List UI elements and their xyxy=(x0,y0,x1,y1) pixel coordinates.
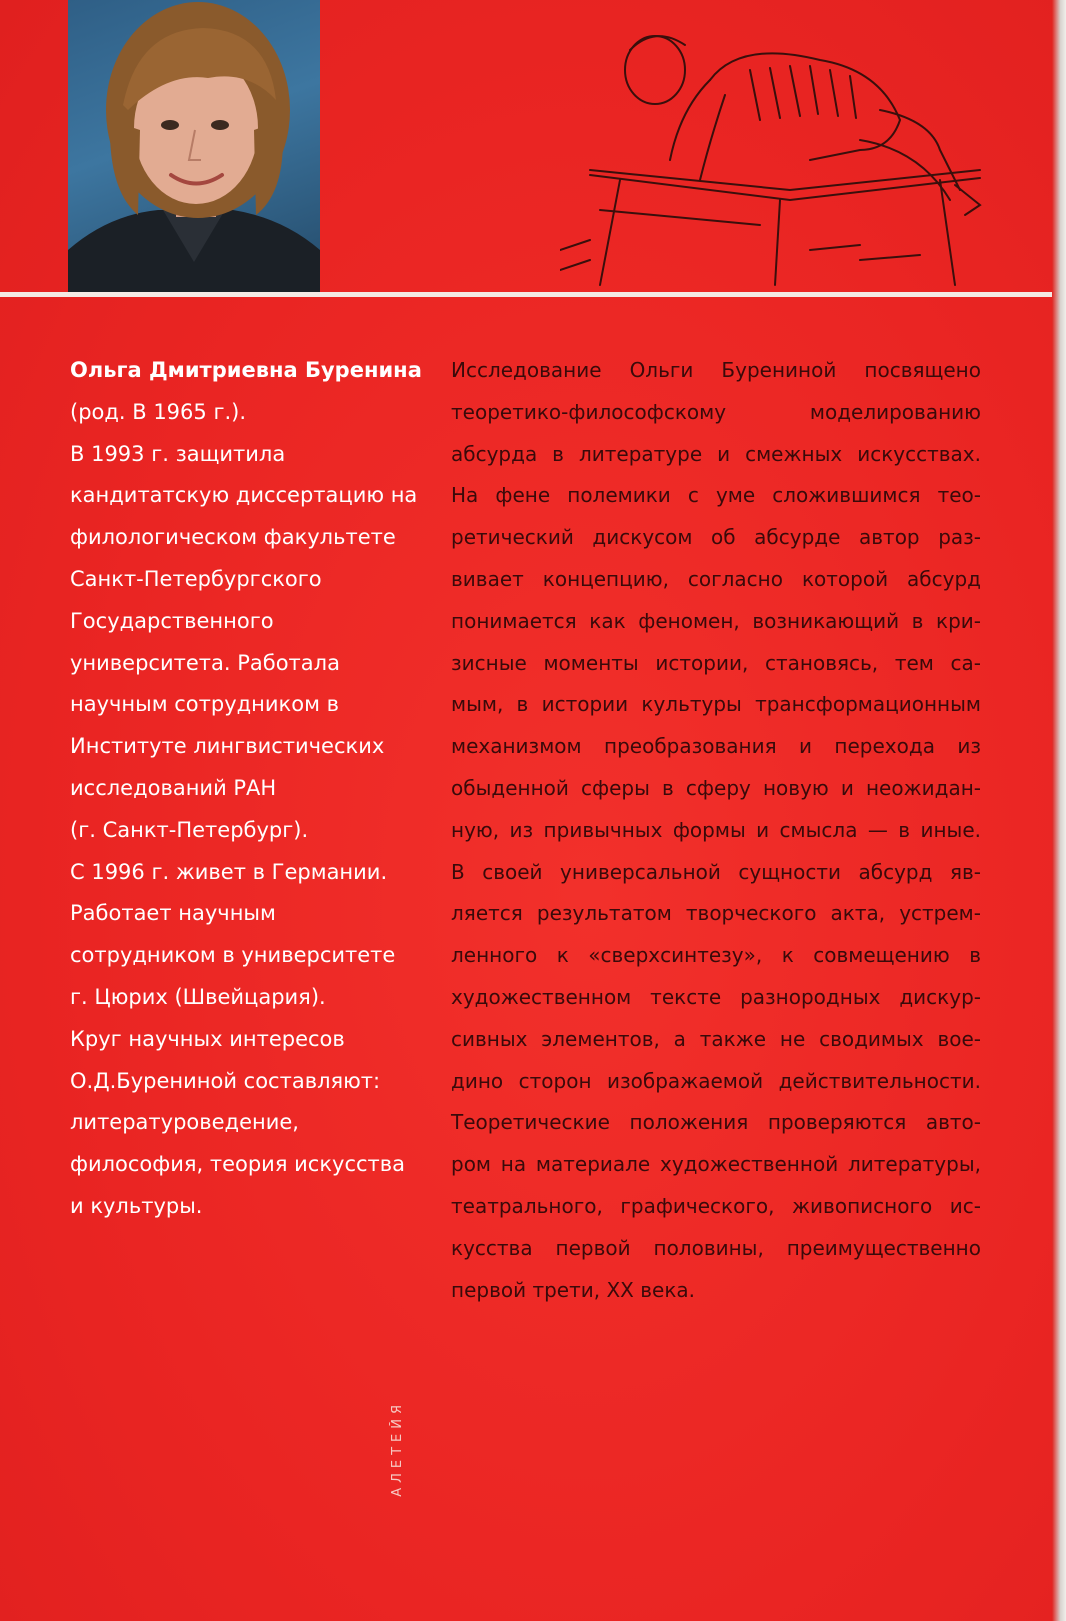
description-line: ляется результатом творческого акта, устрем- xyxy=(451,901,981,926)
description-line: Исследование Ольги Бурениной посвящено xyxy=(451,358,981,382)
description-line: ную, из привычных формы и смысла — в иные. xyxy=(451,817,981,842)
description-line: В своей универсальной сущности абсурд яв- xyxy=(451,859,981,884)
bio-line: сотрудником в университете xyxy=(70,943,396,968)
author-bio xyxy=(70,350,420,1228)
bio-line: кандитатскую диссертацию на xyxy=(70,483,418,508)
bio-line: философия, теория искусства xyxy=(70,1152,406,1177)
description-line: механизмом преобразования и перехода из xyxy=(451,734,981,759)
publisher-logo-text xyxy=(390,1400,410,1520)
author-name: Ольга Дмитриевна Буренина xyxy=(70,358,422,382)
description-line: мым, в истории культуры трансформационным xyxy=(451,692,981,717)
bio-line: филологическом факультете xyxy=(70,525,396,550)
book-description xyxy=(451,350,981,1311)
bio-line: исследований РАН xyxy=(70,775,277,800)
description-line: ром на материале художественной литературы, xyxy=(451,1152,981,1177)
description-line: театрального, графического, живописного ис- xyxy=(451,1193,981,1218)
page-edge xyxy=(1052,0,1066,1621)
description-line: сивных элементов, а также не сводимых вое- xyxy=(451,1026,981,1051)
description-line: обыденной сферы в сферу новую и неожидан- xyxy=(451,775,981,800)
description-line: первой трети, XX века. xyxy=(451,1277,696,1302)
bio-line: Круг научных интересов xyxy=(70,1026,345,1051)
bio-line: г. Цюрих (Швейцария). xyxy=(70,984,326,1009)
bio-line: С 1996 г. живет в Германии. xyxy=(70,859,388,884)
description-line: ленного к «сверхсинтезу», к совмещению в xyxy=(451,943,981,968)
description-line: На фене полемики с уме сложившимся тео- xyxy=(451,483,981,508)
description-line: ретический дискусом об абсурде автор раз- xyxy=(451,525,981,550)
bio-line: Государственного xyxy=(70,608,274,633)
description-line: художественном тексте разнородных дискур- xyxy=(451,984,981,1009)
bio-line: и культуры. xyxy=(70,1193,203,1218)
bio-line: литературоведение, xyxy=(70,1110,299,1135)
bio-line: В 1993 г. защитила xyxy=(70,441,286,466)
description-line: зисные моменты истории, становясь, тем са- xyxy=(451,650,981,675)
engraving-illustration xyxy=(560,0,1000,292)
bio-line: (г. Санкт-Петербург). xyxy=(70,817,309,842)
bio-line: Институте лингвистических xyxy=(70,734,385,759)
description-line: Теоретические положения проверяются авто- xyxy=(451,1110,981,1135)
publisher-name: АЛЕТЕЙЯ xyxy=(390,1400,405,1497)
bio-line: О.Д.Бурениной составляют: xyxy=(70,1068,381,1093)
bio-line: университета. Работала xyxy=(70,650,340,675)
description-line: кусства первой половины, преимущественно xyxy=(451,1235,981,1260)
bio-line: Работает научным xyxy=(70,901,276,926)
bio-line: научным сотрудником в xyxy=(70,692,339,717)
description-line: понимается как феномен, возникающий в кри- xyxy=(451,608,981,633)
description-line: вивает концепцию, согласно которой абсурд xyxy=(451,566,981,591)
description-line: теоретико-философскому моделированию xyxy=(451,399,981,424)
horizontal-divider xyxy=(0,292,1052,297)
bio-line: (род. В 1965 г.). xyxy=(70,399,247,424)
author-photo xyxy=(68,0,320,292)
description-line: дино сторон изображаемой действительности. xyxy=(451,1068,981,1093)
bio-line: Санкт-Петербургского xyxy=(70,566,322,591)
description-line: абсурда в литературе и смежных искусствах. xyxy=(451,441,981,466)
